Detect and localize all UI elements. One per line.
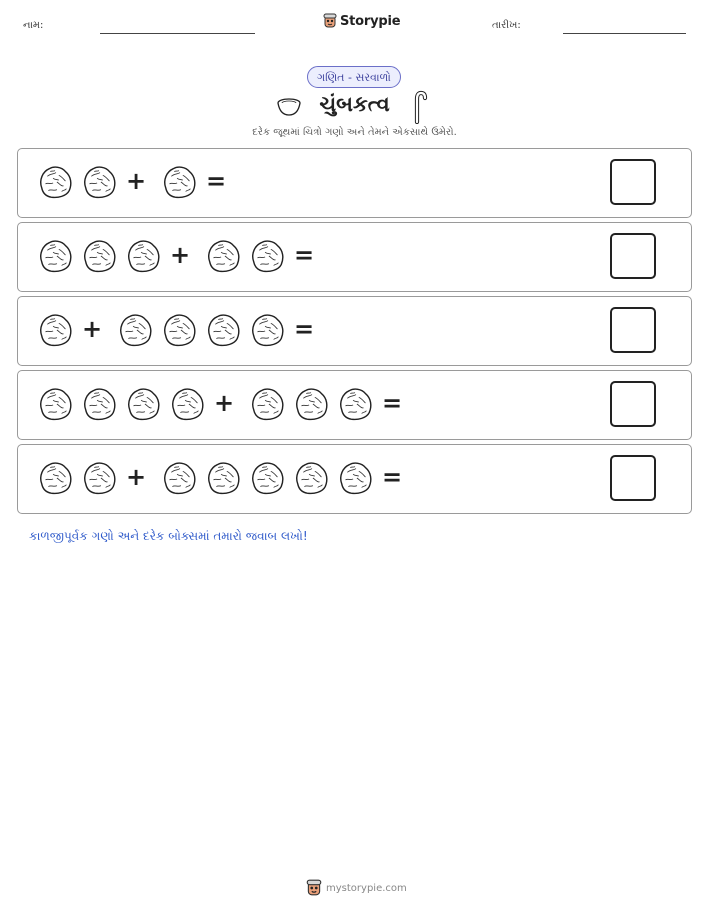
rock-icon: [36, 163, 74, 201]
equals-sign: =: [382, 463, 403, 491]
rock-icon: [160, 311, 198, 349]
equals-sign: =: [294, 315, 315, 343]
answer-box[interactable]: [610, 455, 656, 501]
subject-badge: ગણિત - સરવાળો: [307, 66, 401, 88]
problem-row: [17, 444, 692, 514]
rock-icon: [168, 385, 206, 423]
storypie-mascot-icon: [323, 13, 337, 29]
problem-row: [17, 148, 692, 218]
answer-box[interactable]: [610, 307, 656, 353]
rock-icon: [116, 311, 154, 349]
storypie-logo: [323, 13, 400, 29]
title-row: [0, 90, 709, 124]
plus-sign: +: [214, 389, 235, 417]
rock-icon: [248, 237, 286, 275]
logo-text: Storypie: [340, 13, 401, 29]
rock-icon: [336, 385, 374, 423]
rock-icon: [248, 311, 286, 349]
equals-sign: =: [382, 389, 403, 417]
rock-icon: [124, 237, 162, 275]
answer-box[interactable]: [610, 381, 656, 427]
rock-icon: [80, 385, 118, 423]
candy-cane-icon: [412, 90, 428, 124]
rock-icon: [80, 459, 118, 497]
rock-icon: [336, 459, 374, 497]
rock-icon: [160, 459, 198, 497]
rock-icon: [204, 311, 242, 349]
instruction-text: દરેક જૂથમાં ચિત્રો ગણો અને તેમને એકસાથે ઉમેરો.: [252, 127, 457, 138]
rock-icon: [204, 237, 242, 275]
page-title: ચુંબકત્વ: [319, 92, 390, 116]
date-line[interactable]: [563, 33, 686, 34]
rock-icon: [36, 311, 74, 349]
rock-icon: [292, 459, 330, 497]
rock-icon: [204, 459, 242, 497]
rock-icon: [80, 163, 118, 201]
problem-row: [17, 370, 692, 440]
equals-sign: =: [206, 167, 227, 195]
plus-sign: +: [126, 463, 147, 491]
name-label: નામ:: [23, 20, 44, 31]
date-label: તારીખ:: [492, 20, 521, 31]
rock-icon: [124, 385, 162, 423]
plus-sign: +: [170, 241, 191, 269]
plus-sign: +: [126, 167, 147, 195]
rock-icon: [36, 459, 74, 497]
problem-row: [17, 222, 692, 292]
rock-icon: [36, 237, 74, 275]
name-line[interactable]: [100, 33, 255, 34]
rock-icon: [292, 385, 330, 423]
answer-box[interactable]: [610, 159, 656, 205]
rock-icon: [36, 385, 74, 423]
reminder-note: કાળજીપૂર્વક ગણો અને દરેક બોક્સમાં તમારો જવાબ લખો!: [29, 529, 308, 543]
footer-url[interactable]: mystorypie.com: [326, 882, 407, 894]
plus-sign: +: [82, 315, 103, 343]
rock-icon: [160, 163, 198, 201]
footer: [306, 879, 407, 897]
problem-row: [17, 296, 692, 366]
rock-icon: [248, 459, 286, 497]
equals-sign: =: [294, 241, 315, 269]
rock-icon: [80, 237, 118, 275]
rock-icon: [248, 385, 286, 423]
storypie-mascot-icon: [306, 879, 322, 897]
answer-box[interactable]: [610, 233, 656, 279]
